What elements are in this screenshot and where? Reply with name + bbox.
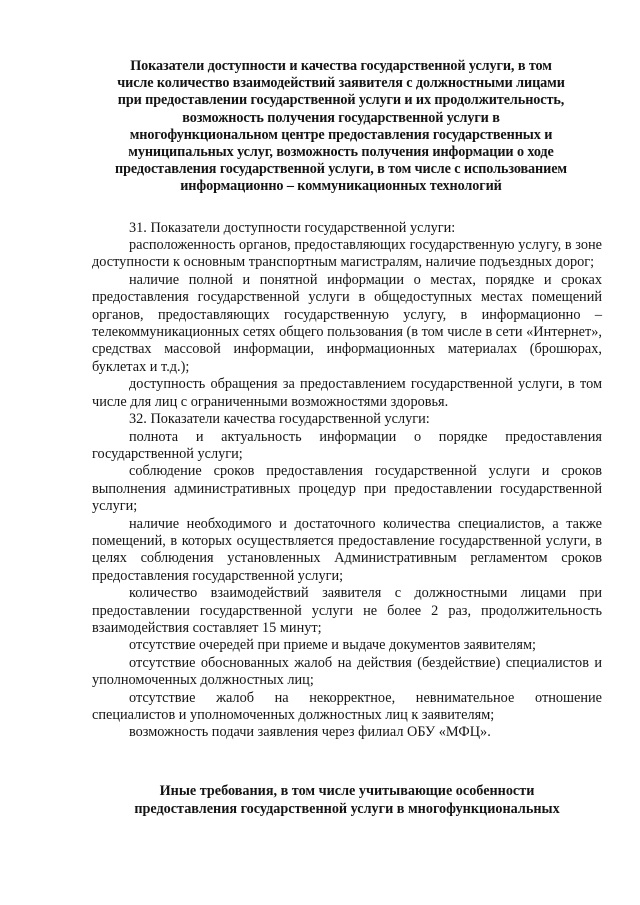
heading-line: многофункциональном центре предоставления государственных и [129,126,553,143]
heading-line: предоставления государственной услуги в многофункциональных [134,800,560,817]
paragraph: количество взаимодействий заявителя с должностными лицами при предоставлении государственной услуги не более 2 раз, продолжительность взаимодействия составляет 15 минут; [92,585,602,636]
heading-line: муниципальных услуг, возможность получения информации о ходе [128,144,554,161]
heading-line: числе количество взаимодействий заявителя с должностными лицами [117,75,565,92]
paragraph: отсутствие жалоб на некорректное, невнимательное отношение специалистов и уполномоченных должностных лиц к заявителям; [92,689,602,723]
section-heading [86,58,596,196]
heading-line: возможность получения государственной услуги в [182,109,500,126]
heading-line: информационно – коммуникационных технологий [180,178,502,195]
paragraph: отсутствие обоснованных жалоб на действия (бездействие) специалистов и уполномоченных должностных лиц; [92,654,602,689]
paragraph-item-31: 31. Показатели доступности государственной услуги: [129,219,456,236]
paragraph-item-32: 32. Показатели качества государственной услуги: [129,411,430,428]
next-section-heading [92,782,602,818]
heading-line: предоставления государственной услуги, в том числе с использованием [115,161,567,178]
paragraph: наличие полной и понятной информации о местах, порядке и сроках предоставления государственной услуги в общедоступных местах помещений органов, предоставляющих государственную услугу, в информационно – телекоммуникационных сетях общего пользования (в том числе в сети «Интернет», средствах массовой информации, информационных материалах (брошюрах, буклетах и т.д.); [92,271,602,375]
paragraph: отсутствие очередей при приеме и выдаче документов заявителям; [129,637,537,654]
paragraph: полнота и актуальность информации о порядке предоставления государственной услуги; [92,428,602,462]
heading-line: Показатели доступности и качества государственной услуги, в том [130,58,552,74]
paragraph: возможность подачи заявления через филиал ОБУ «МФЦ». [129,724,491,741]
document-body [92,220,602,742]
heading-line: Иные требования, в том числе учитывающие особенности [159,782,535,799]
paragraph: доступность обращения за предоставлением государственной услуги, в том числе для лиц с ограниченными возможностями здоровья. [92,376,602,410]
paragraph: наличие необходимого и достаточного количества специалистов, а также помещений, в которых осуществляется предоставление государственной услуги, в целях соблюдения установленных Административным регламентом сроков предоставления государственной услуги; [92,515,602,584]
paragraph: расположенность органов, предоставляющих государственную услугу, в зоне доступности к основным транспортным магистралям, наличие подъездных дорог; [92,237,602,271]
heading-line: при предоставлении государственной услуги и их продолжительность, [117,92,565,109]
paragraph: соблюдение сроков предоставления государственной услуги и сроков выполнения административных процедур при предоставлении государственной услуги; [92,463,602,515]
